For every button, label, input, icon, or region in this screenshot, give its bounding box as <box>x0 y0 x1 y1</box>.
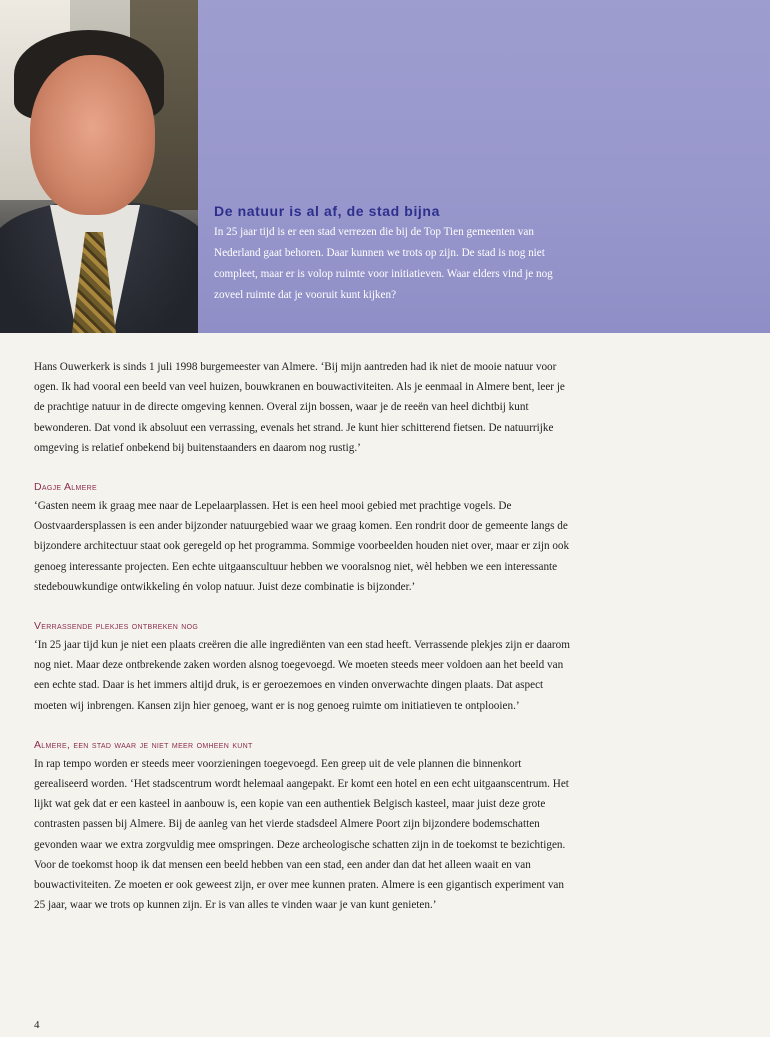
portrait-photo <box>0 0 198 333</box>
section-heading-verrassende-plekjes: Verrassende plekjes ontbreken nog <box>34 620 199 633</box>
page-number: 4 <box>34 1019 40 1031</box>
section-body-almere-stad: In rap tempo worden er steeds meer voorzieningen toegevoegd. Een greep uit de vele plannen die binnenkort gerealiseerd worden. ‘Het stadscentrum wordt helemaal aangepakt. Er komt een hotel en een echt uitgaanscentrum. Het lijkt wat gek dat er een kasteel in aanbouw is, een kopie van een authentiek Belgisch kasteel, maar juist deze grote contrasten passen bij Almere. Bij de aanleg van het vierde stadsdeel Almere Poort zijn bijzondere bodemschatten gevonden waar we extra zorgvuldig mee omspringen. Deze archeologische schatten zijn in de toekomst te bezichtigen. Voor de toekomst hoop ik dat mensen een beeld hebben van een stad, een ander dan dat het alleen waait en van bouwactiviteiten. Ze moeten er ook geweest zijn, er over mee kunnen praten. Almere is een gigantisch experiment van 25 jaar, waar we trots op kunnen zijn. Er is van alles te vinden waar je van kunt genieten.’ <box>34 757 569 912</box>
section-body-verrassende-plekjes: ‘In 25 jaar tijd kun je niet een plaats creëren die alle ingrediënten van een stad heeft. Verrassende plekjes zijn er daarom nog niet. Maar deze ontbrekende zaken worden alsnog toegevoegd. We moeten steeds meer voldoen aan het beeld van een echte stad. Daar is het immers altijd druk, is er geroezemoes en vinden onverwachte dingen plaats. Dat aspect moeten wij inbrengen. Kansen zijn hier genoeg, want er is nog genoeg ruimte om initiatieven te ontplooien.’ <box>34 639 570 712</box>
article-title: De natuur is al af, de stad bijna <box>214 203 440 219</box>
lead-paragraph: Hans Ouwerkerk is sinds 1 juli 1998 burgemeester van Almere. ‘Bij mijn aantreden had ik niet de mooie natuur voor ogen. Ik had vooral een beeld van veel huizen, bouwkranen en bouwactiviteiten. Als je eenmaal in Almere bent, leer je de prachtige natuur in de directe omgeving kennen. Overal zijn bossen, waar je de reeën van heel dichtbij kunt bewonderen. Dat vond ik absoluut een verrassing, evenals het strand. Je kunt hier schitterend fietsen. De natuurrijke omgeving is relatief onbekend bij buitenstaanders en daarom nog rustig.’ <box>34 361 565 454</box>
section-heading-almere-stad: Almere, een stad waar je niet meer omheen kunt <box>34 738 253 751</box>
article-body <box>34 357 574 915</box>
photo-face <box>30 55 155 215</box>
article-intro: In 25 jaar tijd is er een stad verrezen die bij de Top Tien gemeenten van Nederland gaat behoren. Daar kunnen we trots op zijn. De stad is nog niet compleet, maar er is volop ruimte voor initiatieven. Waar elders vind je nog zoveel ruimte dat je vooruit kunt kijken? <box>214 226 553 301</box>
section-heading-dagje-almere: Dagje Almere <box>34 481 97 494</box>
header-panel <box>198 0 770 333</box>
section-body-dagje-almere: ‘Gasten neem ik graag mee naar de Lepelaarplassen. Het is een heel mooi gebied met prachtige vogels. De Oostvaardersplassen is een ander bijzonder natuurgebied waar we graag komen. Een rondrit door de gemeente langs de bijzondere architectuur staat ook geregeld op het programma. Sommige voorbeelden houden niet over, maar er zijn ook genoeg interessante projecten. Een echte uitgaanscultuur hebben we vooralsnog niet, wèl hebben we een interessante stedebouwkundige ontwikkeling én volop natuur. Juist deze combinatie is bijzonder.’ <box>34 500 570 593</box>
